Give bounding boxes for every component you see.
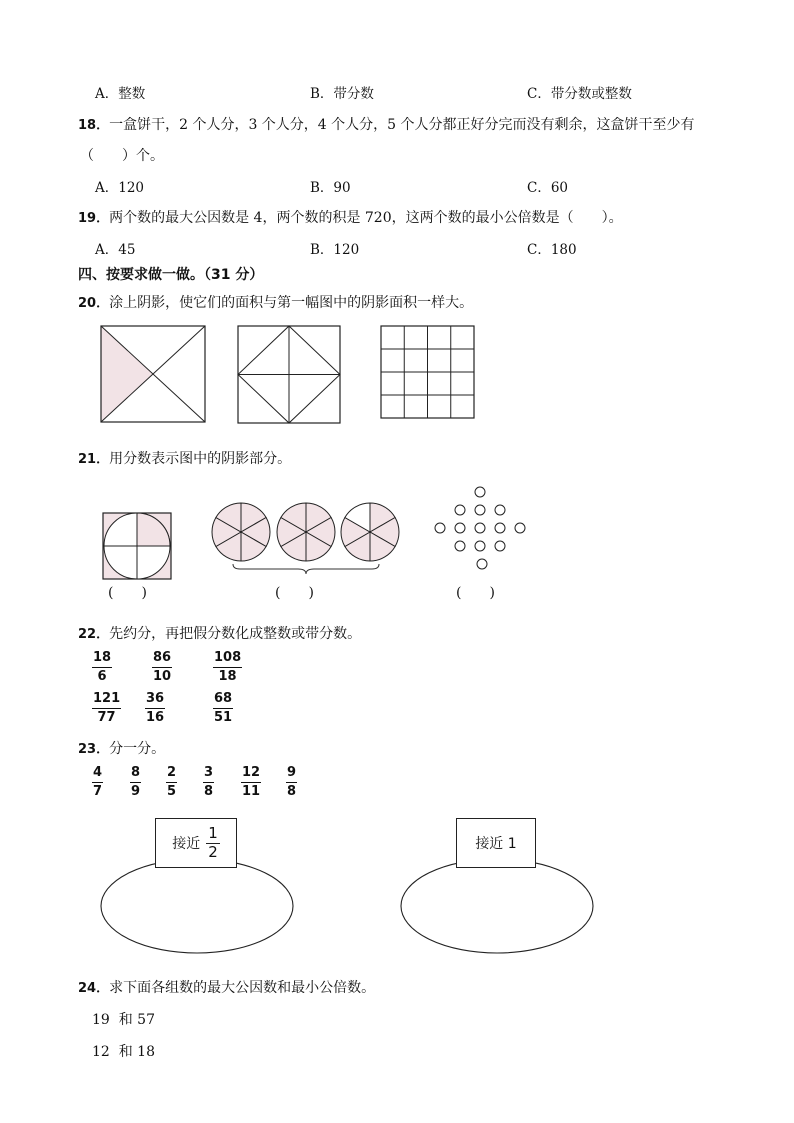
question-text: 用分数表示图中的阴影部分。: [109, 451, 292, 467]
dot-circle: [475, 541, 485, 551]
q22-fraction-5: $\frac{36}{16}$: [146, 691, 165, 726]
question-text: 分一分。: [109, 741, 166, 757]
q21-square-circle: [102, 512, 172, 580]
q20-square-diamond: [237, 325, 341, 424]
q23-ellipse-right[interactable]: [400, 858, 594, 954]
question-number: 21．: [78, 452, 110, 467]
q21-dot-circles: [432, 484, 526, 572]
question-20: [78, 292, 473, 312]
question-number: 23．: [78, 742, 110, 757]
q23-fraction-2: $\frac{8}{9}$: [131, 765, 141, 800]
q23-fraction-6: $\frac{9}{8}$: [287, 765, 297, 800]
question-text: 求下面各组数的最大公因数和最小公倍数。: [109, 980, 376, 996]
q22-fraction-3: $\frac{108}{18}$: [214, 650, 242, 685]
q19-option-a: A．45: [95, 242, 136, 258]
q23-fraction-1: $\frac{4}{7}$: [93, 765, 103, 800]
q20-square-shaded-triangle: [100, 325, 206, 423]
dot-circle: [475, 523, 485, 533]
question-number: 18．: [78, 118, 110, 133]
question-text: 一盒饼干，2 个人分，3 个人分，4 个人分，5 个人分都正好分完而没有剩余，这盒饼干至少有: [109, 117, 695, 133]
q22-fraction-2: $\frac{86}{10}$: [153, 650, 172, 685]
question-21: [78, 448, 291, 468]
q22-fraction-1: $\frac{18}{6}$: [93, 650, 112, 685]
q23-ellipse-left[interactable]: [100, 858, 294, 954]
q17-option-b: B．带分数: [310, 86, 374, 102]
dot-circle: [495, 541, 505, 551]
q23-label-left-text: 接近: [172, 836, 201, 852]
q18-option-c: C．60: [527, 180, 569, 196]
q23-fraction-4: $\frac{3}{8}$: [204, 765, 214, 800]
q23-label-box-right: [456, 818, 536, 868]
q21-brace: [232, 562, 380, 576]
dot-circle: [477, 559, 487, 569]
question-18-line2: （ ）个。: [80, 148, 164, 164]
dot-circle: [475, 505, 485, 515]
q23-label-box-left: [155, 818, 237, 868]
q24-item-1: 19 和 57: [92, 1012, 155, 1028]
dot-circle: [435, 523, 445, 533]
question-text: 两个数的最大公因数是 4，两个数的积是 720，这两个数的最小公倍数是（ ）。: [109, 210, 623, 226]
section-title: 四、按要求做一做。（31 分）: [78, 267, 264, 283]
dot-circle: [495, 505, 505, 515]
q23-fraction-3: $\frac{2}{5}$: [167, 765, 177, 800]
q21-answer-blank-1[interactable]: ( ): [108, 585, 147, 601]
dot-circle: [455, 523, 465, 533]
q24-item-2: 12 和 18: [92, 1044, 155, 1060]
q21-answer-blank-2[interactable]: ( ): [275, 585, 314, 601]
question-19: [78, 207, 623, 227]
question-22: [78, 623, 361, 643]
question-24: [78, 977, 375, 997]
q23-label-left-den: 2: [208, 842, 218, 861]
dot-circle: [515, 523, 525, 533]
question-number: 19．: [78, 211, 110, 226]
q22-fraction-6: $\frac{68}{51}$: [214, 691, 233, 726]
dot-circle: [475, 487, 485, 497]
dot-circle: [455, 541, 465, 551]
q17-option-c: C．带分数或整数: [527, 86, 632, 102]
q23-label-right-text: 接近 1: [475, 836, 517, 852]
q19-option-c: C．180: [527, 242, 577, 258]
question-text: 先约分，再把假分数化成整数或带分数。: [109, 626, 362, 642]
q20-grid: [380, 325, 475, 419]
question-18: [78, 114, 695, 134]
question-number: 22．: [78, 627, 110, 642]
q22-fraction-4: $\frac{121}{77}$: [93, 691, 121, 726]
question-number: 20．: [78, 296, 110, 311]
q23-fraction-5: $\frac{12}{11}$: [242, 765, 261, 800]
question-23: [78, 738, 165, 758]
q21-answer-blank-3[interactable]: ( ): [456, 585, 495, 601]
question-number: 24．: [78, 981, 110, 996]
q23-label-left-num: 1: [208, 824, 218, 843]
q18-option-a: A．120: [95, 180, 145, 196]
dot-circle: [495, 523, 505, 533]
q18-option-b: B．90: [310, 180, 351, 196]
q17-option-a: A．整数: [95, 86, 146, 102]
question-text: 涂上阴影，使它们的面积与第一幅图中的阴影面积一样大。: [109, 295, 474, 311]
q19-option-b: B．120: [310, 242, 360, 258]
dot-circle: [455, 505, 465, 515]
